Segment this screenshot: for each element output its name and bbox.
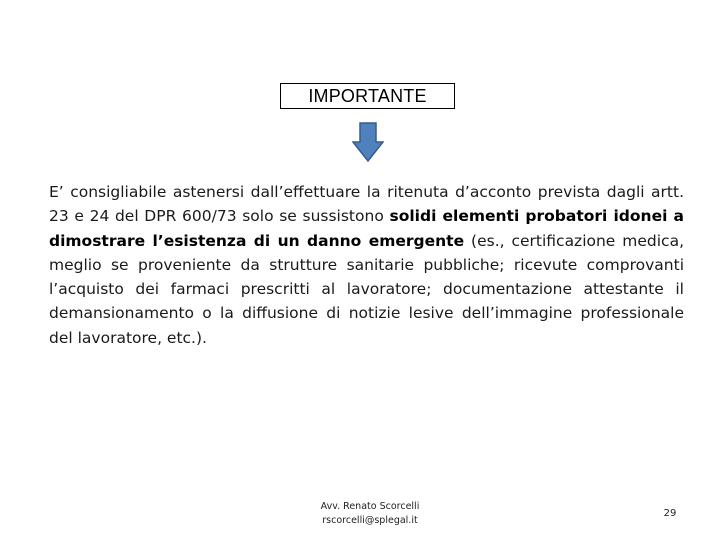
body-paragraph — [49, 180, 684, 350]
body-text-part2: (es., certificazione medica, meglio se proveniente da strutture sanitarie pubbliche; ricevute comprovanti l’acquisto dei farmaci prescritti al lavoratore; documentazione attestante il demansionamento o la diffusione di notizie lesive dell’immagine professionale del lavoratore, etc.). — [49, 231, 684, 347]
slide-title: IMPORTANTE — [308, 85, 427, 106]
footer-author-name: Avv. Renato Scorcelli — [320, 501, 420, 512]
footer-author-email: rscorcelli@splegal.it — [322, 515, 418, 526]
footer-author-block — [290, 500, 450, 528]
body-text-part1: E’ consigliabile astenersi dall’effettuare la ritenuta d’acconto prevista dagli artt. 23 e 24 del DPR 600/73 solo se sussistono — [49, 183, 684, 226]
page-number: 29 — [663, 508, 677, 519]
title-box — [280, 83, 455, 109]
down-arrow-icon — [352, 122, 384, 162]
body-text-bold: solidi elementi probatori idonei a dimostrare l’esistenza di un danno emergente — [49, 207, 684, 250]
